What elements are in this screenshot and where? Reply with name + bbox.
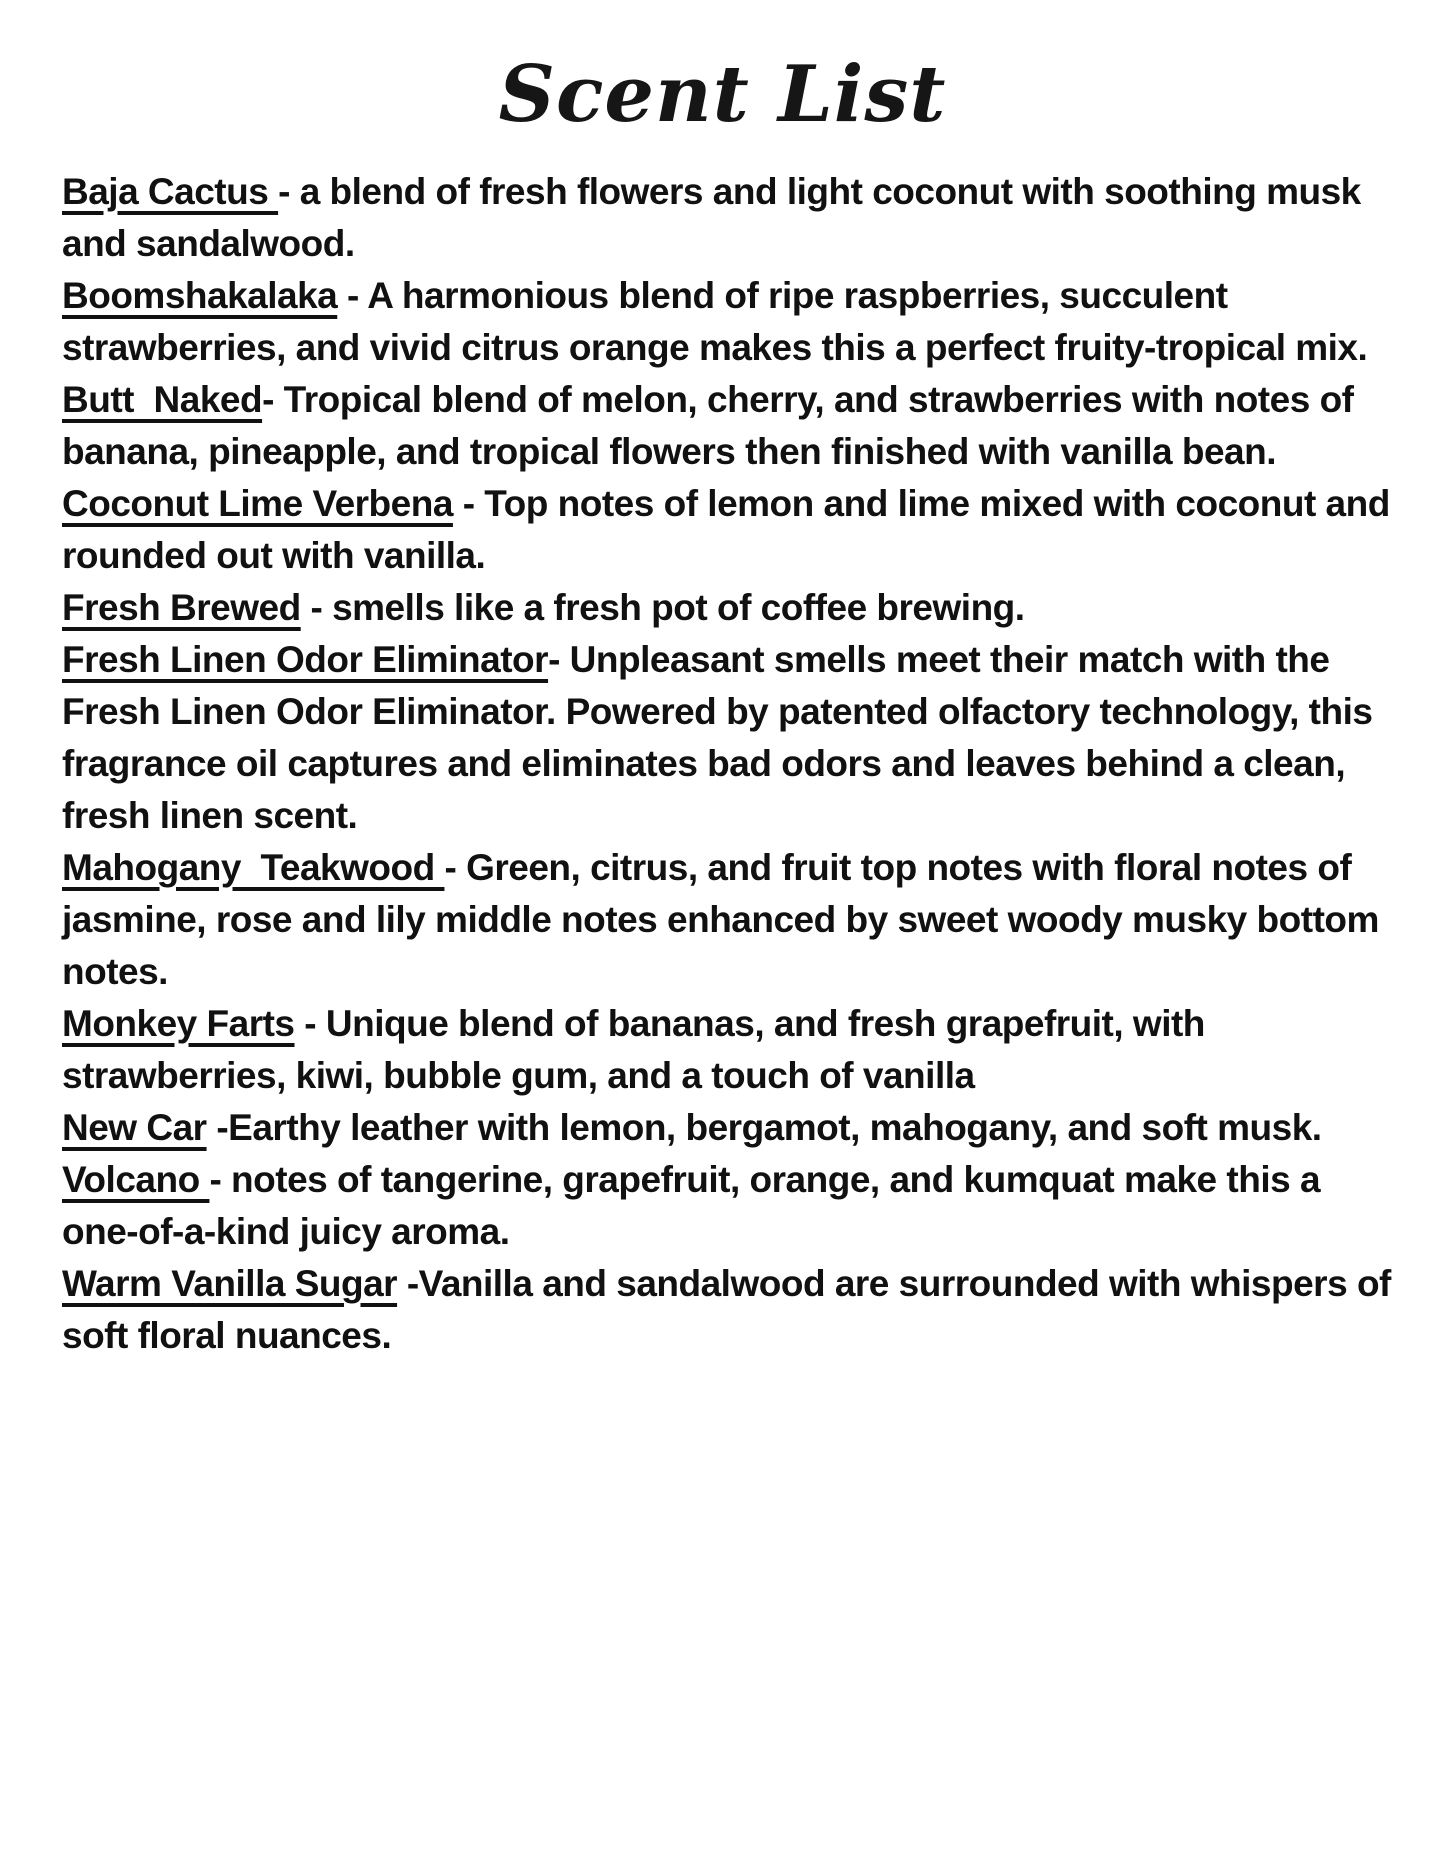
scent-name: Monkey Farts: [62, 1002, 295, 1044]
scent-item: [62, 166, 1397, 270]
scent-item: [62, 842, 1397, 998]
scent-item: [62, 582, 1397, 634]
scent-item: [62, 374, 1397, 478]
scent-description: - Tropical blend of melon, cherry, and strawberries with notes of banana, pineapple, and tropical flowers then finished with vanilla bean.: [62, 378, 1364, 472]
scent-description: - Top notes of lemon and lime mixed with coconut and rounded out with vanilla.: [62, 482, 1400, 576]
scent-item: [62, 478, 1400, 582]
scent-description: -Vanilla and sandalwood are surrounded with whispers of soft floral nuances.: [62, 1262, 1401, 1356]
scent-list: [62, 166, 1401, 1362]
page-title: Scent List: [498, 49, 947, 140]
scent-name: Mahogany Teakwood: [62, 846, 445, 888]
scent-description: - notes of tangerine, grapefruit, orange, and kumquat make this a one-of-a-kind juicy aroma.: [62, 1158, 1330, 1252]
scent-name: Coconut Lime Verbena: [62, 482, 453, 524]
scent-item: [62, 1154, 1397, 1258]
scent-description: - Unique blend of bananas, and fresh grapefruit, with strawberries, kiwi, bubble gum, and a touch of vanilla: [62, 1002, 1215, 1096]
scent-description: - Green, citrus, and fruit top notes with floral notes of jasmine, rose and lily middle notes enhanced by sweet woody musky bottom notes.: [62, 846, 1389, 992]
scent-item: [62, 1258, 1401, 1362]
scent-description: - A harmonious blend of ripe raspberries, succulent strawberries, and vivid citrus orange makes this a perfect fruity-tropical mix.: [62, 274, 1368, 368]
scent-description: - Unpleasant smells meet their match with the Fresh Linen Odor Eliminator. Powered by patented olfactory technology, this fragrance oil captures and eliminates bad odors and leaves behind a clean, fresh linen scent.: [62, 638, 1383, 836]
scent-name: Warm Vanilla Sugar: [62, 1262, 398, 1304]
scent-name: Fresh Brewed: [62, 586, 301, 628]
scent-description: - smells like a fresh pot of coffee brewing.: [300, 586, 1025, 628]
scent-name: Fresh Linen Odor Eliminator: [62, 638, 549, 680]
scent-item: [62, 1102, 1397, 1154]
scent-description: - a blend of fresh flowers and light coconut with soothing musk and sandalwood.: [62, 170, 1371, 264]
scent-item: [62, 634, 1397, 842]
scent-item: [62, 998, 1397, 1102]
scent-item: [62, 270, 1397, 374]
scent-name: Volcano: [62, 1158, 210, 1200]
scent-name: Boomshakalaka: [62, 274, 338, 316]
scent-name: Butt Naked: [62, 378, 263, 420]
scent-name: Baja Cactus: [62, 170, 279, 212]
scent-description: -Earthy leather with lemon, bergamot, mahogany, and soft musk.: [206, 1106, 1322, 1148]
scent-name: New Car: [62, 1106, 207, 1148]
